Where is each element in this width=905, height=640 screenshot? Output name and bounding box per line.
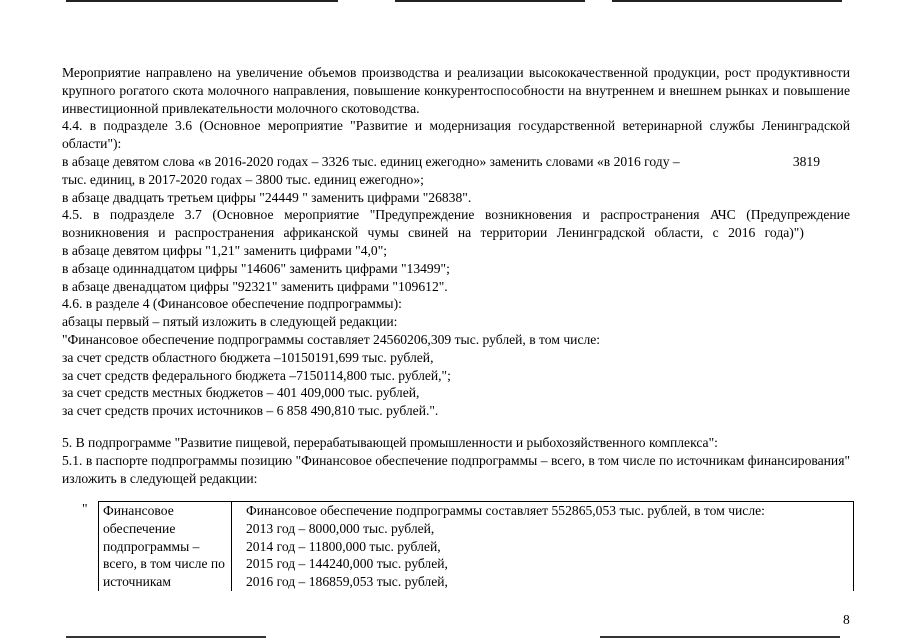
value-line-2016: 2016 год – 186859,053 тыс. рублей, [246,574,448,590]
paragraph-gap [62,420,850,434]
table-opening-quote: " [82,501,88,516]
document-body [62,64,850,487]
top-rule-middle [395,0,585,2]
paragraph-abzacy-1-5: абзацы первый – пятый изложить в следующей редакции: [62,314,398,330]
paragraph-abzac-23: в абзаце двадцать третьем цифры "24449 " заменить цифрами "26838". [62,189,472,205]
paragraph-local-budget: за счет средств местных бюджетов – 401 409,000 тыс. рублей, [62,385,420,401]
top-rule-left [66,0,338,2]
paragraph-abzac-12: в абзаце двенадцатом цифры "92321" заменить цифрами "109612". [62,278,448,294]
label-line: Финансовое [103,503,174,518]
paragraph-abzac-9-line1 [62,153,850,171]
paragraph-5-1: 5.1. в паспорте подпрограммы позицию "Финансовое обеспечение подпрограммы – всего, в том числе по источникам финансирования" изложить в следующей редакции: [62,452,850,486]
paragraph-section-5: 5. В подпрограмме "Развитие пищевой, перерабатывающей промышленности и рыбохозяйственного комплекса": [62,434,718,450]
label-line: по источникам [103,556,225,590]
paragraph-abzac-9-line2: тыс. единиц, в 2017-2020 годах – 3800 тыс. единиц ежегодно»; [62,171,424,187]
abzac-9-text: в абзаце девятом слова «в 2016-2020 годах – 3326 тыс. единиц ежегодно» заменить словами «в 2016 году – [62,153,680,169]
label-line: подпрограммы – [103,538,200,554]
label-line: обеспечение [103,520,176,536]
paragraph-4-5: 4.5. в подразделе 3.7 (Основное мероприятие "Предупреждение возникновения и распространения АЧС (Предупреждение возникновения и распространения африканской чумы свиней на территории Ленинградской области, с 2016 года)") [62,207,850,241]
table-cell-label [99,502,232,591]
value-line-total: Финансовое обеспечение подпрограммы составляет 552865,053 тыс. рублей, в том числе: [246,503,765,518]
bottom-rule-left [66,636,266,638]
abzac-9-number: 3819 [792,153,820,169]
paragraph-federal-budget: за счет средств федерального бюджета –7150114,800 тыс. рублей,"; [62,367,451,383]
top-rule-right [612,0,842,2]
label-line: всего, в том числе [103,556,208,572]
paragraph-4-4: 4.4. в подразделе 3.6 (Основное мероприятие "Развитие и модернизация государственной ветеринарной службы Ленинградской области"): [62,118,850,152]
paragraph-4-6: 4.6. в разделе 4 (Финансовое обеспечение подпрограммы): [62,296,402,312]
value-line-2013: 2013 год – 8000,000 тыс. рублей, [246,520,435,536]
financing-table [98,501,854,591]
value-line-2014: 2014 год – 11800,000 тыс. рублей, [246,538,441,554]
page-number: 8 [843,612,850,627]
paragraph-other-sources: за счет средств прочих источников – 6 858 490,810 тыс. рублей.". [62,403,439,419]
paragraph-abzac-11: в абзаце одиннадцатом цифры "14606" заменить цифрами "13499"; [62,260,450,276]
paragraph-abzac-9-ach: в абзаце девятом цифры "1,21" заменить цифрами "4,0"; [62,242,388,258]
bottom-rule-right [600,636,840,638]
table-cell-value [232,502,854,591]
value-line-2015: 2015 год – 144240,000 тыс. рублей, [246,556,448,572]
paragraph-financing-total: "Финансовое обеспечение подпрограммы составляет 24560206,309 тыс. рублей, в том числе: [62,331,601,347]
paragraph-measure-description: Мероприятие направлено на увеличение объемов производства и реализации высококачественной продукции, рост продуктивности крупного рогатого скота молочного направления, повышение конкурентоспособности на внутреннем и внешнем рынках и повышение инвестиционной привлекательности молочного скотоводства. [62,65,850,116]
table-row [99,502,854,591]
paragraph-regional-budget: за счет средств областного бюджета –10150191,699 тыс. рублей, [62,349,434,365]
